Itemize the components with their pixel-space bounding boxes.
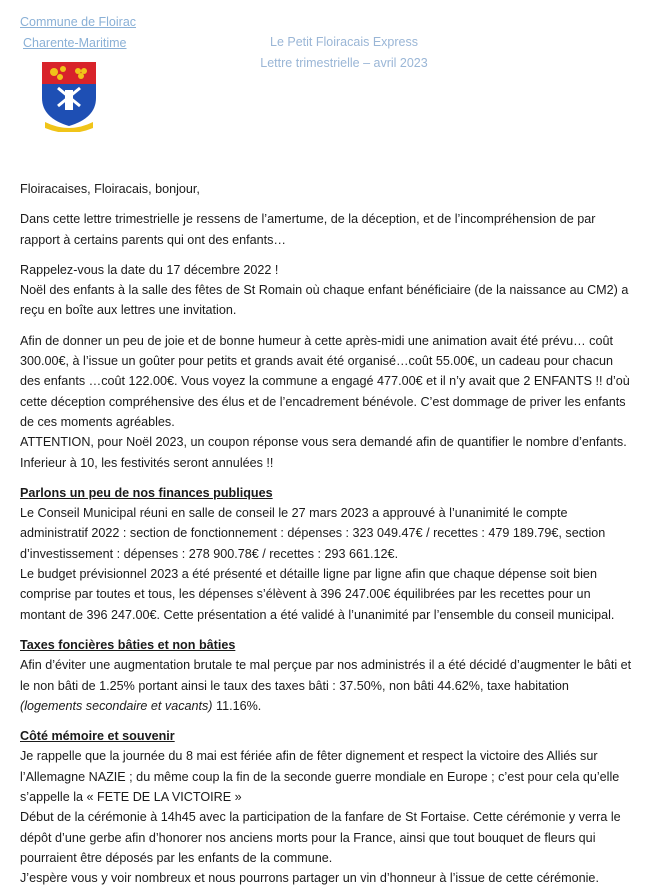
memoire-paragraph-1: Je rappelle que la journée du 8 mai est fériée afin de fêter dignement et respect la victoire des Alliés sur l’Allemagne NAZIE ; du même coup la fin de la seconde guerre mondiale en Europe ; c’est pour cela qu’elle s’appelle la « FETE DE LA VICTOIRE » (20, 749, 620, 805)
newsletter-title: Le Petit Floiracais Express (270, 35, 418, 49)
newsletter-header (240, 32, 448, 74)
memoire-paragraph-2: Début de la cérémonie à 14h45 avec la participation de la fanfare de St Fortaise. Cette cérémonie y verra le dépôt d’une gerbe afin d’honorer nos anciens morts pour la France, ainsi que tout bouquet de fleurs qui pourraient être déposés par les enfants de la commune. (20, 810, 621, 865)
finances-paragraph-1: Le Conseil Municipal réuni en salle de conseil le 27 mars 2023 a approuvé à l’unanimité le compte administratif 2022 : section de fonctionnement : dépenses : 323 049.47€ / recettes : 479 189.79€, section d’investissement : dépenses : 278 900.78€ / recettes : 293 661.12€. (20, 506, 606, 561)
memoire-heading: Côté mémoire et souvenir (20, 729, 175, 744)
noel-attention: ATTENTION, pour Noël 2023, un coupon réponse vous sera demandé afin de quantifier le nombre d’enfants. Inferieur à 10, les festivités seront annulées !! (20, 435, 627, 470)
taxes-paragraph (20, 655, 633, 716)
noel-invitation: Noël des enfants à la salle des fêtes de St Romain où chaque enfant bénéficiaire (de la naissance au CM2) a reçu en boîte aux lettres une invitation. (20, 283, 629, 318)
letter-body (20, 179, 633, 889)
finances-paragraph-2: Le budget prévisionnel 2023 a été présenté et détaille ligne par ligne afin que chaque dépense soit bien comprise par toutes et tous, les dépenses s’élèvent à 396 247.00€ équilibrées par les recettes pour un montant de 396 247.00€. Cette présentation a été validé à l’unanimité par l’ensemble du conseil municipal. (20, 567, 615, 622)
newsletter-subtitle: Lettre trimestrielle – avril 2023 (260, 56, 428, 70)
intro-paragraph: Dans cette lettre trimestrielle je ressens de l’amertume, de la déception, et de l’incompréhension de par rapport à certains parents qui ont des enfants… (20, 212, 596, 247)
taxes-text: Afin d’éviter une augmentation brutale te mal perçue par nos administrés il a été décidé d’augmenter le bâti et le non bâti de 1.25% portant ainsi le taux des taxes bâti : 37.50%, non bâti 44.62%, taxe habitation (20, 658, 632, 693)
commune-header (20, 12, 136, 54)
commune-link[interactable]: Commune de Floirac (20, 15, 137, 29)
finances-heading: Parlons un peu de nos finances publiques (20, 485, 273, 500)
taxes-heading: Taxes foncières bâties et non bâties (20, 637, 236, 652)
noel-date: Rappelez-vous la date du 17 décembre 2022 ! (20, 262, 279, 277)
departement-link[interactable]: Charente-Maritime (23, 36, 127, 50)
coat-of-arms-icon (40, 60, 98, 132)
taxes-italic-note: (logements secondaire et vacants) (20, 698, 213, 713)
noel-paragraph: Afin de donner un peu de joie et de bonne humeur à cette après-midi une animation avait été prévu… coût 300.00€, à l’issue un goûter pour petits et grands avait été organisé…coût 55.00€, un cadeau pour chacun des enfants …coût 122.00€. Vous voyez la commune a engagé 477.00€ et il n’y avait que 2 ENFANTS !! d’où cette déception compréhensive des élus et de l’encadrement bénévole. C’est dommage de priver les enfants de ces moments agréables. (20, 333, 630, 429)
taxes-habitation-rate: 11.16%. (216, 698, 262, 713)
greeting: Floiracaises, Floiracais, bonjour, (20, 182, 200, 196)
memoire-paragraph-3: J’espère vous y voir nombreux et nous pourrons partager un vin d’honneur à l’issue de cette cérémonie. (20, 871, 599, 886)
